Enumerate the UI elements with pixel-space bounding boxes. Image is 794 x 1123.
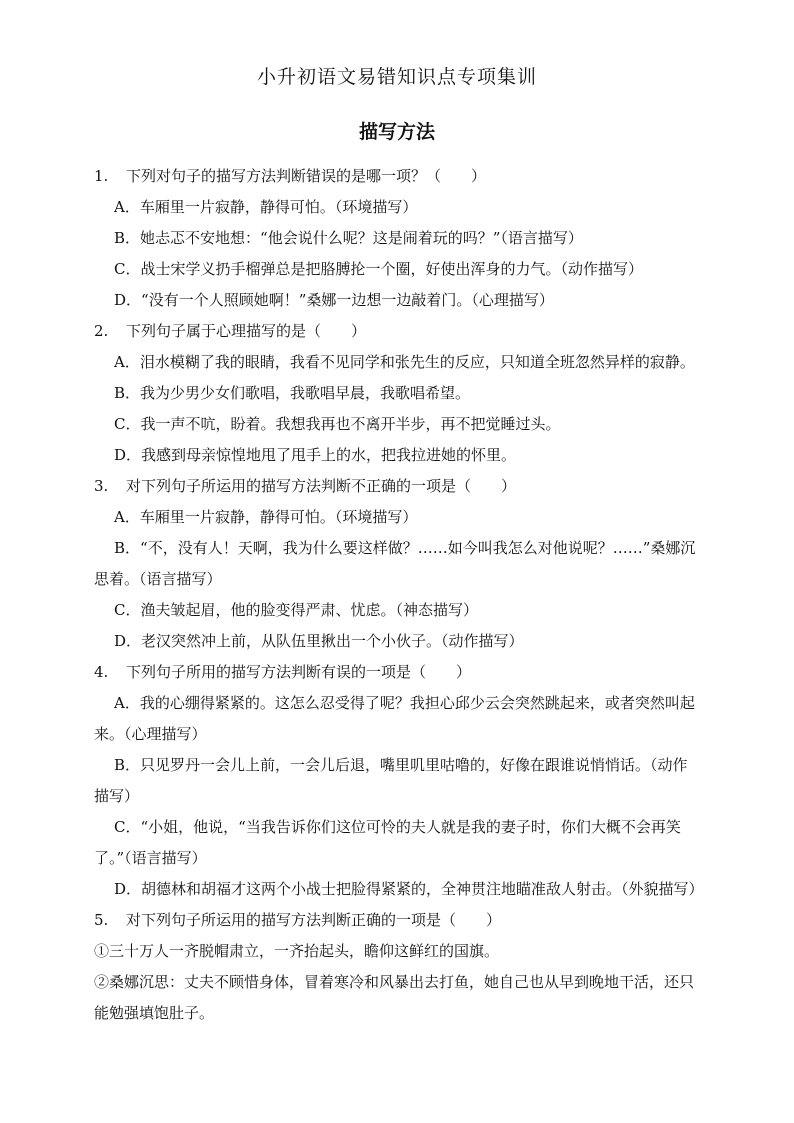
question-statement: ②桑娜沉思：丈夫不顾惜身体，冒着寒冷和风暴出去打鱼，她自己也从早到晚地干活，还只能勉强填饱肚子。 bbox=[94, 973, 695, 1022]
question-option: B．她忐忑不安地想：“他会说什么呢？这是闹着玩的吗？”（语言描写） bbox=[114, 229, 583, 247]
question-stem: 3. 对下列句子所运用的描写方法判断不正确的一项是（ ） bbox=[94, 471, 700, 502]
question-stem: 2. 下列句子属于心理描写的是（ ） bbox=[94, 316, 700, 347]
question-option: B．只见罗丹一会儿上前，一会儿后退，嘴里叽里咕噜的，好像在跟谁说悄悄话。（动作描写） bbox=[94, 756, 688, 805]
question-option: D．我感到母亲惊惶地甩了甩手上的水，把我拉进她的怀里。 bbox=[114, 446, 517, 464]
question-option: A．泪水模糊了我的眼睛，我看不见同学和张先生的反应，只知道全班忽然异样的寂静。 bbox=[114, 353, 695, 371]
question-option: D．“没有一个人照顾她啊！”桑娜一边想一边敲着门。（心理描写） bbox=[114, 291, 554, 309]
question-option: C．我一声不吭，盼着。我想我再也不离开半步，再不把觉睡过头。 bbox=[114, 415, 561, 433]
question-option: C．渔夫皱起眉，他的脸变得严肃、忧虑。（神态描写） bbox=[114, 601, 478, 619]
question-option: A．我的心绷得紧紧的。这怎么忍受得了呢？我担心邱少云会突然跳起来，或者突然叫起来。（心理描写） bbox=[94, 694, 695, 743]
question-stem: 4. 下列句子所用的描写方法判断有误的一项是（ ） bbox=[94, 657, 700, 688]
question-statement: ①三十万人一齐脱帽肃立，一齐抬起头，瞻仰这鲜红的国旗。 bbox=[94, 942, 500, 960]
question-option: D．老汉突然冲上前，从队伍里揪出一个小伙子。（动作描写） bbox=[114, 632, 524, 650]
question-list bbox=[94, 161, 704, 1029]
question-number: 4. bbox=[94, 663, 109, 681]
document-title: 小升初语文易错知识点专项集训 bbox=[256, 66, 537, 88]
question-number: 2. bbox=[94, 322, 109, 340]
question-option: B．我为少男少女们歌唱，我歌唱早晨，我歌唱希望。 bbox=[114, 384, 471, 402]
section-title: 描写方法 bbox=[358, 121, 435, 143]
question-option: B．“不，没有人！天啊，我为什么要这样做？……如今叫我怎么对他说呢？……”桑娜沉思着。（语言描写） bbox=[94, 539, 696, 588]
question-number: 3. bbox=[94, 477, 109, 495]
question-number: 1. bbox=[94, 167, 109, 185]
question-stem: 1. 下列对句子的描写方法判断错误的是哪一项？（ ） bbox=[94, 161, 700, 192]
question-stem: 5. 对下列句子所运用的描写方法判断正确的一项是（ ） bbox=[94, 905, 700, 936]
question-option: D．胡德林和胡福才这两个小战士把脸得紧紧的，全神贯注地瞄准敌人射击。（外貌描写） bbox=[114, 880, 704, 898]
question-option: A．车厢里一片寂静，静得可怕。（环境描写） bbox=[114, 508, 418, 526]
question-option: A．车厢里一片寂静，静得可怕。（环境描写） bbox=[114, 198, 418, 216]
question-number: 5. bbox=[94, 911, 109, 929]
question-option: C．战士宋学义扔手榴弹总是把胳膊抡一个圈，好使出浑身的力气。（动作描写） bbox=[114, 260, 643, 278]
question-option: C．“小姐，他说，“当我告诉你们这位可怜的夫人就是我的妻子时，你们大概不会再笑了。”（语言描写） bbox=[94, 818, 681, 867]
